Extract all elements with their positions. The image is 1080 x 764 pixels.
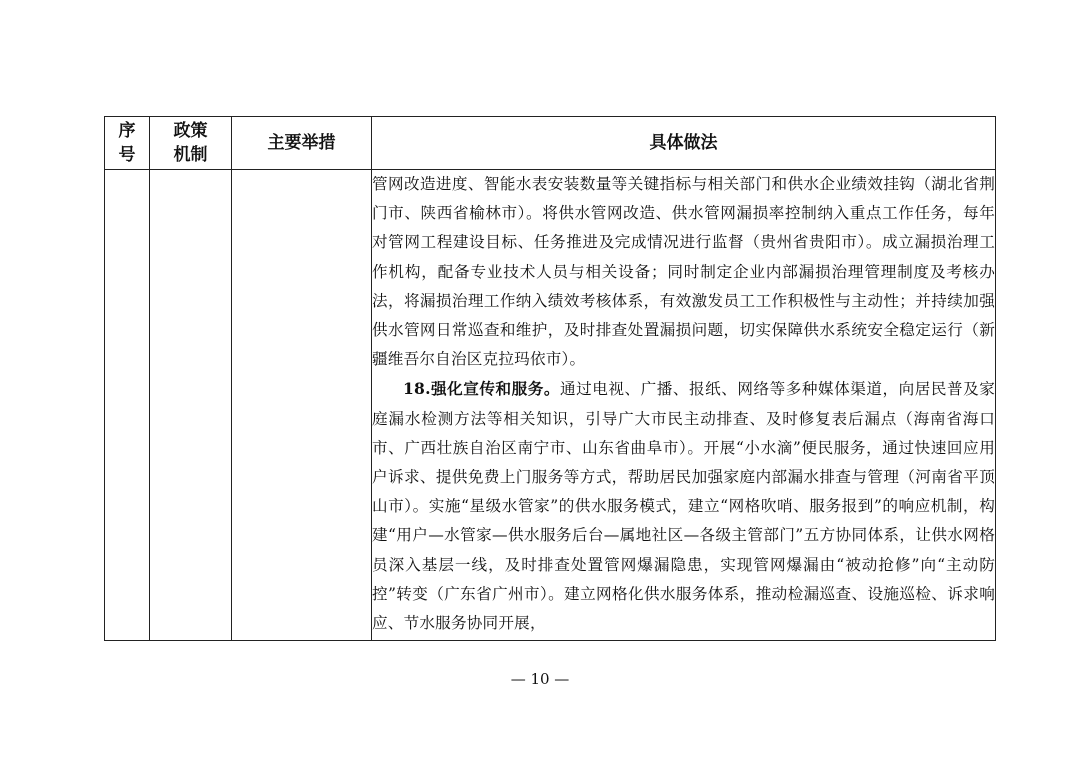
table-header-row — [105, 117, 996, 170]
practice-paragraph-1: 管网改造进度、智能水表安装数量等关键指标与相关部门和供水企业绩效挂钩（湖北省荆门市、陕西省榆林市）。将供水管网改造、供水管网漏损率控制纳入重点工作任务，每年对管网工程建设目标、任务推进及完成情况进行监督（贵州省贵阳市）。成立漏损治理工作机构，配备专业技术人员与相关设备；同时制定企业内部漏损治理管理制度及考核办法，将漏损治理工作纳入绩效考核体系，有效激发员工工作积极性与主动性；并持续加强供水管网日常巡查和维护，及时排查处置漏损问题，切实保障供水系统安全稳定运行（新疆维吾尔自治区克拉玛依市）。 — [372, 175, 995, 369]
header-serial-number — [105, 117, 150, 170]
policy-table — [104, 116, 996, 641]
cell-serial-empty — [105, 170, 150, 641]
header-specific-practices: 具体做法 — [372, 117, 996, 170]
practice-paragraph-2 — [372, 374, 995, 638]
cell-policy-empty — [150, 170, 232, 641]
cell-specific-practices — [372, 170, 996, 641]
header-serial-line2: 号 — [118, 145, 136, 165]
header-policy-line2: 机制 — [173, 145, 208, 165]
page-number: — 10 — — [510, 670, 570, 688]
cell-measures-empty — [232, 170, 372, 641]
header-policy-mechanism — [150, 117, 232, 170]
header-policy-line1: 政策 — [173, 121, 208, 141]
header-main-measures: 主要举措 — [232, 117, 372, 170]
practice-heading-18: 18.强化宣传和服务。 — [403, 379, 561, 399]
practice-paragraph-2-body: 通过电视、广播、报纸、网络等多种媒体渠道，向居民普及家庭漏水检测方法等相关知识，引导广大市民主动排查、及时修复表后漏点（海南省海口市、广西壮族自治区南宁市、山东省曲阜市）。开展“小水滴”便民服务，通过快速回应用户诉求、提供免费上门服务等方式，帮助居民加强家庭内部漏水排查与管理（河南省平顶山市）。实施“星级水管家”的供水服务模式，建立“网格吹哨、服务报到”的响应机制，构建“用户—水管家—供水服务后台—属地社区—各级主管部门”五方协同体系，让供水网格员深入基层一线，及时排查处置管网爆漏隐患，实现管网爆漏由“被动抢修”向“主动防控”转变（广东省广州市）。建立网格化供水服务体系，推动检漏巡查、设施巡检、诉求响应、节水服务协同开展， — [372, 380, 995, 633]
header-serial-line1: 序 — [118, 121, 136, 141]
table-row — [105, 170, 996, 641]
